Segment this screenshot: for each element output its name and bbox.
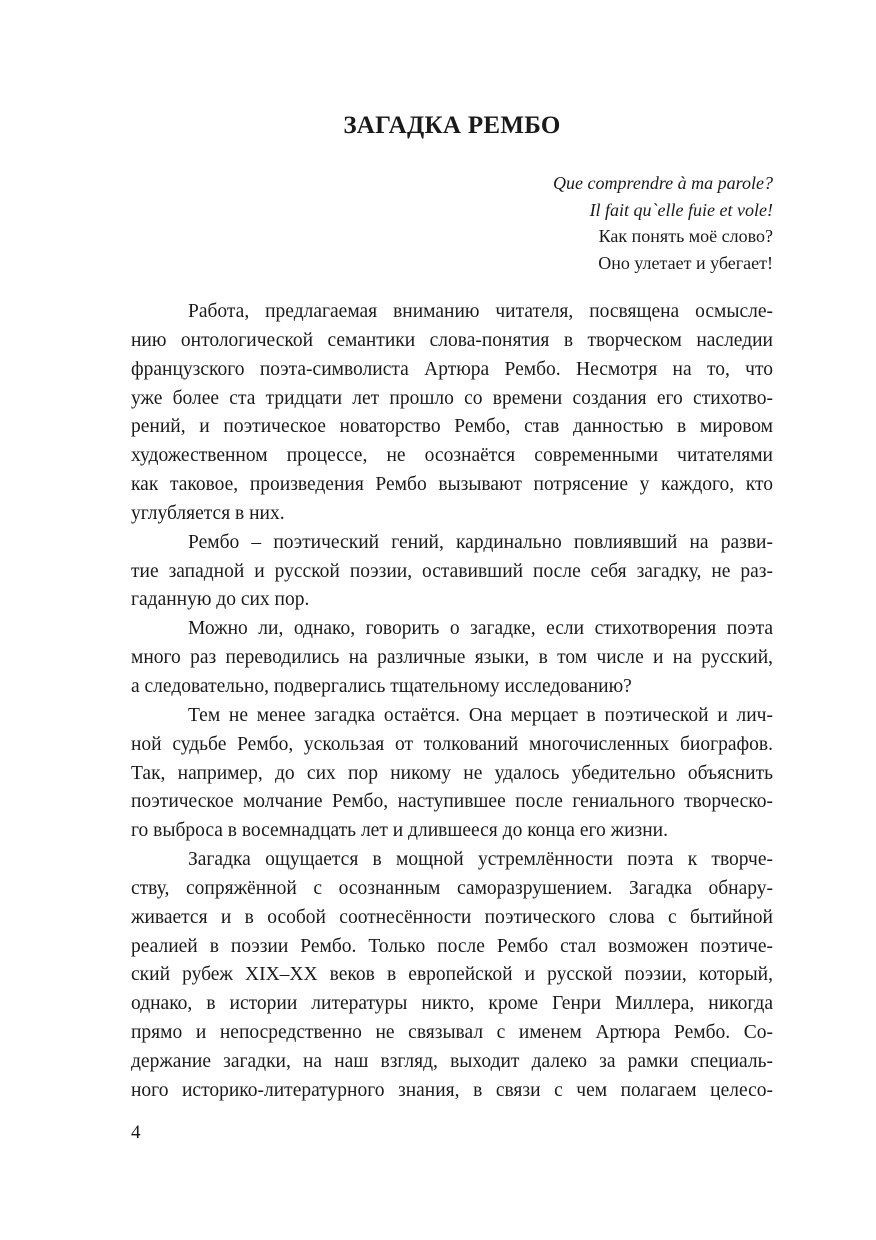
- text-line: Рембо – поэтический гений, кардинально повлиявший на разви-: [188, 531, 773, 553]
- chapter-title: ЗАГАДКА РЕМБО: [343, 112, 561, 139]
- body-text: [131, 298, 773, 1106]
- text-line: художественном процессе, не осознаётся современными читателями: [131, 445, 773, 467]
- epigraph: [553, 170, 773, 276]
- text-line: ного историко-литературного знания, в связи с чем полагаем целесо-: [131, 1079, 773, 1101]
- text-line: держание загадки, на наш взгляд, выходит далеко за рамки специаль-: [131, 1050, 773, 1072]
- epigraph-french-line-1: Que comprendre à ma parole?: [553, 173, 773, 193]
- page-number: 4: [131, 1122, 141, 1143]
- paragraph: [131, 529, 773, 616]
- text-line: го выброса в восемнадцать лет и длившееся до конца его жизни.: [131, 820, 668, 842]
- text-line: французского поэта-символиста Артюра Рембо. Несмотря на то, что: [131, 358, 773, 380]
- text-line: поэтическое молчание Рембо, наступившее после гениального творческо-: [131, 791, 773, 813]
- epigraph-russian-line-2: Оно улетает и убегает!: [598, 252, 773, 273]
- text-line: гаданную до сих пор.: [131, 589, 310, 611]
- text-line: прямо и непосредственно не связывал с именем Артюра Рембо. Со-: [131, 1022, 773, 1044]
- paragraph: [131, 615, 773, 702]
- paragraph: [131, 702, 773, 846]
- text-line: Работа, предлагаемая вниманию читателя, посвящена осмысле-: [188, 301, 773, 322]
- text-line: много раз переводились на различные языки, в том числе и на русский,: [131, 647, 773, 669]
- text-line: Можно ли, однако, говорить о загадке, если стихотворения поэта: [188, 618, 773, 640]
- text-line: как таковое, произведения Рембо вызывают потрясение у каждого, кто: [131, 474, 773, 496]
- text-line: ству, сопряжённой с осознанным саморазрушением. Загадка обнару-: [131, 877, 773, 899]
- text-line: углубляется в них.: [131, 502, 285, 524]
- text-line: ский рубеж XIX–XX веков в европейской и русской поэзии, который,: [131, 964, 773, 986]
- text-line: Загадка ощущается в мощной устремлённости поэта к творче-: [188, 849, 773, 871]
- text-line: реалией в поэзии Рембо. Только после Рембо стал возможен поэтиче-: [131, 935, 773, 957]
- text-line: а следовательно, подвергались тщательному исследованию?: [131, 675, 632, 697]
- epigraph-russian-line-1: Как понять моё слово?: [598, 226, 773, 246]
- paragraph: [131, 298, 773, 529]
- text-line: Тем не менее загадка остаётся. Она мерцает в поэтической и лич-: [188, 704, 773, 726]
- text-line: ной судьбе Рембо, ускользая от толкований многочисленных биографов.: [131, 733, 773, 755]
- text-line: живается и в особой соотнесённости поэтического слова с бытийной: [131, 906, 773, 928]
- text-line: тие западной и русской поэзии, оставивший после себя загадку, не раз-: [131, 560, 773, 582]
- epigraph-french-line-2: Il fait qu`elle fuie et vole!: [589, 199, 773, 220]
- text-line: Так, например, до сих пор никому не удалось убедительно объяснить: [131, 762, 773, 784]
- paragraph: [131, 846, 773, 1106]
- text-line: уже более ста тридцати лет прошло со времени создания его стихотво-: [131, 387, 773, 409]
- text-line: нию онтологической семантики слова-понятия в творческом наследии: [131, 329, 773, 351]
- text-line: однако, в истории литературы никто, кроме Генри Миллера, никогда: [131, 993, 773, 1015]
- text-line: рений, и поэтическое новаторство Рембо, став данностью в мировом: [131, 416, 773, 438]
